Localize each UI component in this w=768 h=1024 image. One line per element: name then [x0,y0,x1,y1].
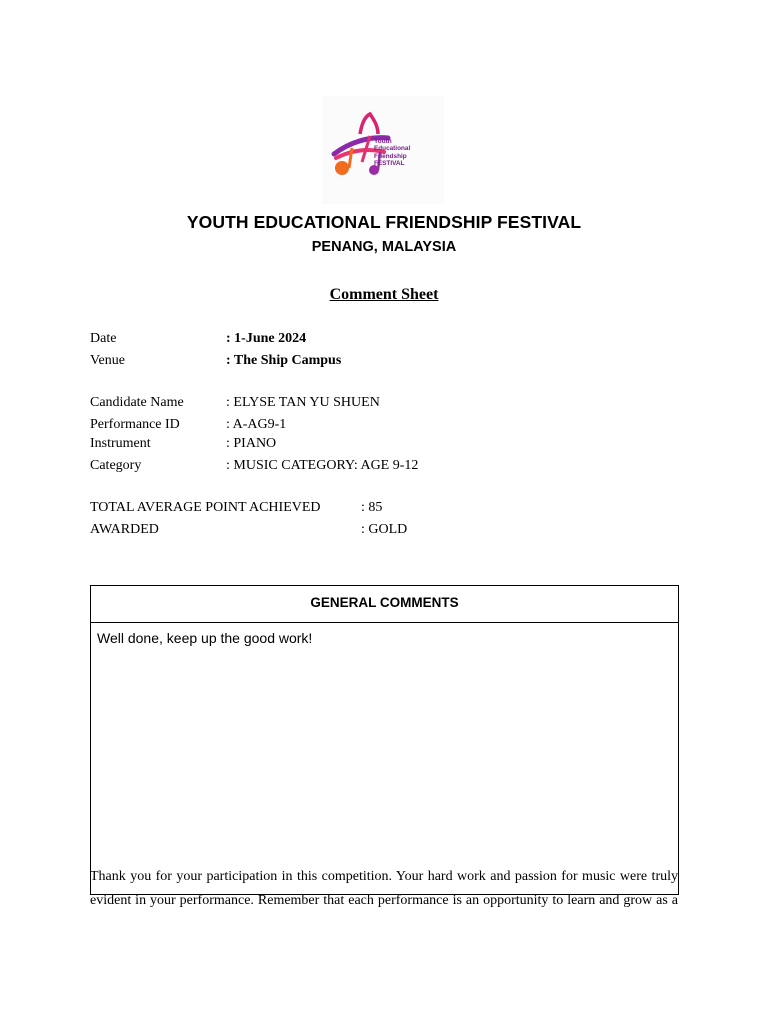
awarded-value: : GOLD [361,522,408,537]
venue-label: Venue [90,353,125,368]
location-subtitle: PENANG, MALAYSIA [311,239,457,255]
logo-text [374,138,410,168]
sheet-title: Comment Sheet [329,286,439,303]
category-value: : MUSIC CATEGORY: AGE 9-12 [226,458,419,473]
logo-line: FESTIVAL [374,160,405,168]
logo-line: Friendship [374,152,407,160]
logo-line: Youth [374,138,392,145]
festival-logo [322,96,444,204]
thank-you-paragraph: Thank you for your participation in this competition. Your hard work and passion for music were truly evident in your performance. Remember that each performance is an opportunity to learn and grow as a [90,869,678,908]
festival-title: YOUTH EDUCATIONAL FRIENDSHIP FESTIVAL [186,212,582,232]
total-points-value: : 85 [361,500,383,515]
instrument-label: Instrument [90,436,151,451]
general-comments-box [90,585,679,895]
logo-line: Educational [374,145,411,153]
date-value: : 1-June 2024 [226,331,307,346]
awarded-label: AWARDED [90,522,159,537]
venue-value: : The Ship Campus [226,353,342,368]
candidate-label: Candidate Name [90,395,184,410]
category-label: Category [90,458,142,473]
candidate-value: : ELYSE TAN YU SHUEN [226,395,380,410]
performance-id-value: : A-AG9-1 [226,417,287,432]
total-points-label: TOTAL AVERAGE POINT ACHIEVED [90,500,321,515]
footer-clip [0,869,768,937]
performance-id-label: Performance ID [90,417,180,432]
date-label: Date [90,331,117,346]
instrument-value: : PIANO [226,436,277,451]
general-comments-text: Well done, keep up the good work! [97,630,313,646]
general-comments-heading: GENERAL COMMENTS [91,586,678,623]
